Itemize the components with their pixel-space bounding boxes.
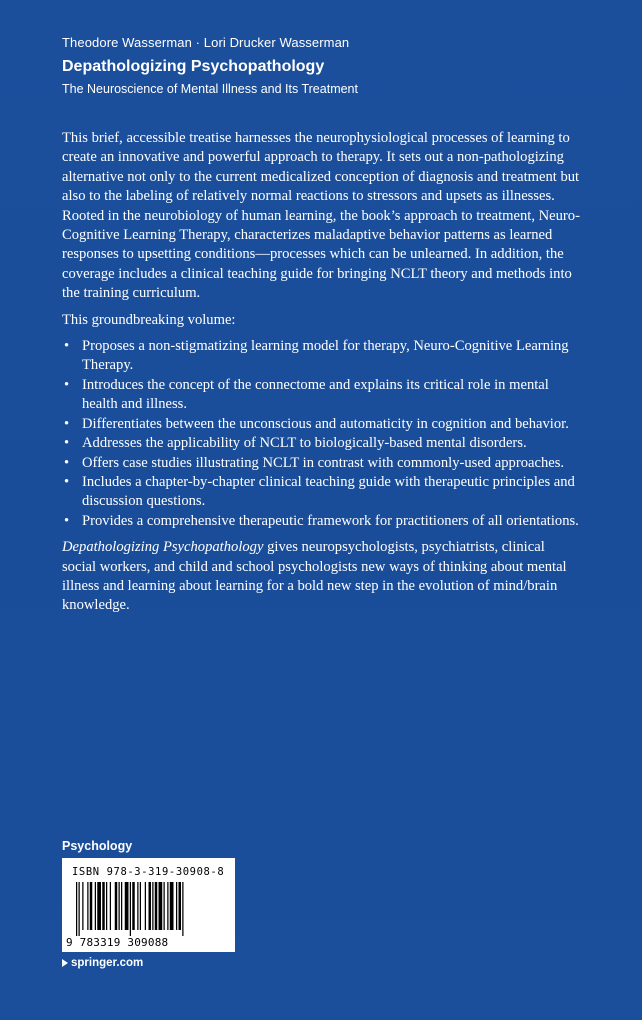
barcode-bar [125, 882, 129, 930]
barcode-bar [106, 882, 107, 930]
barcode-bar [159, 882, 163, 930]
barcode-bar [119, 882, 120, 930]
barcode-bar [182, 882, 183, 936]
authors-line: Theodore Wasserman · Lori Drucker Wasserman [62, 35, 350, 50]
barcode-bar [176, 882, 177, 930]
publisher-link[interactable] [62, 957, 143, 969]
list-item [62, 473, 582, 512]
barcode-bar [137, 882, 138, 930]
barcode-bar [95, 882, 96, 930]
cover-header [62, 34, 622, 97]
barcode-bar [179, 882, 182, 930]
barcode-bar [167, 882, 168, 930]
list-item-text: Addresses the applicability of NCLT to biologically-based mental disorders. [82, 435, 527, 452]
list-item [62, 512, 582, 531]
barcode-bar [164, 882, 165, 930]
bullet-icon: • [64, 376, 70, 393]
barcode-bars [70, 882, 228, 936]
bullet-icon: • [64, 454, 70, 471]
closing-book-title: Depathologizing Psychopathology [62, 539, 264, 556]
bullet-icon: • [64, 415, 70, 432]
list-item [62, 434, 582, 453]
barcode-bar [152, 882, 153, 930]
list-item [62, 454, 582, 473]
category-label: Psychology [62, 839, 133, 853]
barcode-digits: 9 783319 309088 [66, 936, 169, 949]
barcode-bar [110, 882, 111, 930]
isbn-barcode [62, 858, 235, 952]
barcode-bar [145, 882, 146, 930]
book-title: Depathologizing Psychopathology [62, 58, 325, 75]
barcode-bar [115, 882, 118, 930]
triangle-right-icon [62, 959, 68, 967]
barcode-bar [82, 882, 83, 930]
bullet-icon: • [64, 512, 70, 529]
barcode-bar [76, 882, 77, 936]
intro-paragraph: This brief, accessible treatise harnesses the neurophysiological processes of learning to create an innovative and powerful approach to therapy. It sets out a non-pathologizing alternative not only to the current medicalized conception of diagnosis and treatment but also to the labeling of relatively normal reactions to stressors and upsets as illnesses. Rooted in the neurobiology of human learning, the book’s approach to treatment, Neuro-Cognitive Learning Therapy, characterizes maladaptive behavior patterns as learned responses to upsetting conditions—processes which can be unlearned. In addition, the coverage includes a clinical teaching guide for bringing NCLT theory and methods into the training curriculum. [62, 130, 580, 302]
lead-paragraph: This groundbreaking volume: [62, 311, 236, 328]
publisher-url: springer.com [71, 957, 144, 969]
list-item-text: Offers case studies illustrating NCLT in contrast with commonly-used approaches. [82, 454, 565, 471]
barcode-bar [97, 882, 101, 930]
list-item-text: Differentiates between the unconscious and automaticity in cognition and behavior. [82, 415, 569, 432]
barcode-bar [140, 882, 141, 930]
list-item-text: Proposes a non-stigmatizing learning model for therapy, Neuro-Cognitive Learning Therapy. [82, 338, 569, 374]
bullet-icon: • [64, 435, 70, 452]
barcode-bar [102, 882, 105, 930]
barcode-bar [170, 882, 174, 930]
barcode-bar [149, 882, 152, 930]
book-subtitle: The Neuroscience of Mental Illness and Its Treatment [62, 82, 358, 96]
closing-text: gives neuropsychologists, psychiatrists, clinical social workers, and child and school psychologists new ways of thinking about mental illness and learning about learning for a bold new step in the evolution of mind/brain knowledge. [62, 539, 567, 614]
barcode-bar [155, 882, 158, 930]
barcode-bar [87, 882, 88, 930]
list-item-text: Introduces the concept of the connectome and explains its critical role in mental health and illness. [82, 376, 549, 413]
list-item [62, 337, 582, 376]
blurb [62, 129, 582, 616]
list-item-text: Includes a chapter-by-chapter clinical teaching guide with therapeutic principles and discussion questions. [82, 473, 575, 510]
closing-paragraph [62, 538, 582, 616]
list-item-text: Provides a comprehensive therapeutic framework for practitioners of all orientations. [82, 512, 579, 529]
isbn-label: ISBN 978-3-319-30908-8 [72, 866, 225, 878]
barcode-bar [90, 882, 93, 930]
bullet-icon: • [64, 338, 70, 355]
list-item [62, 376, 582, 415]
barcode-bar [79, 882, 80, 936]
barcode-bar [121, 882, 122, 930]
bullet-icon: • [64, 473, 70, 490]
list-item [62, 415, 582, 434]
barcode-bar [132, 882, 135, 930]
feature-list [62, 337, 582, 531]
barcode-bar [130, 882, 131, 936]
